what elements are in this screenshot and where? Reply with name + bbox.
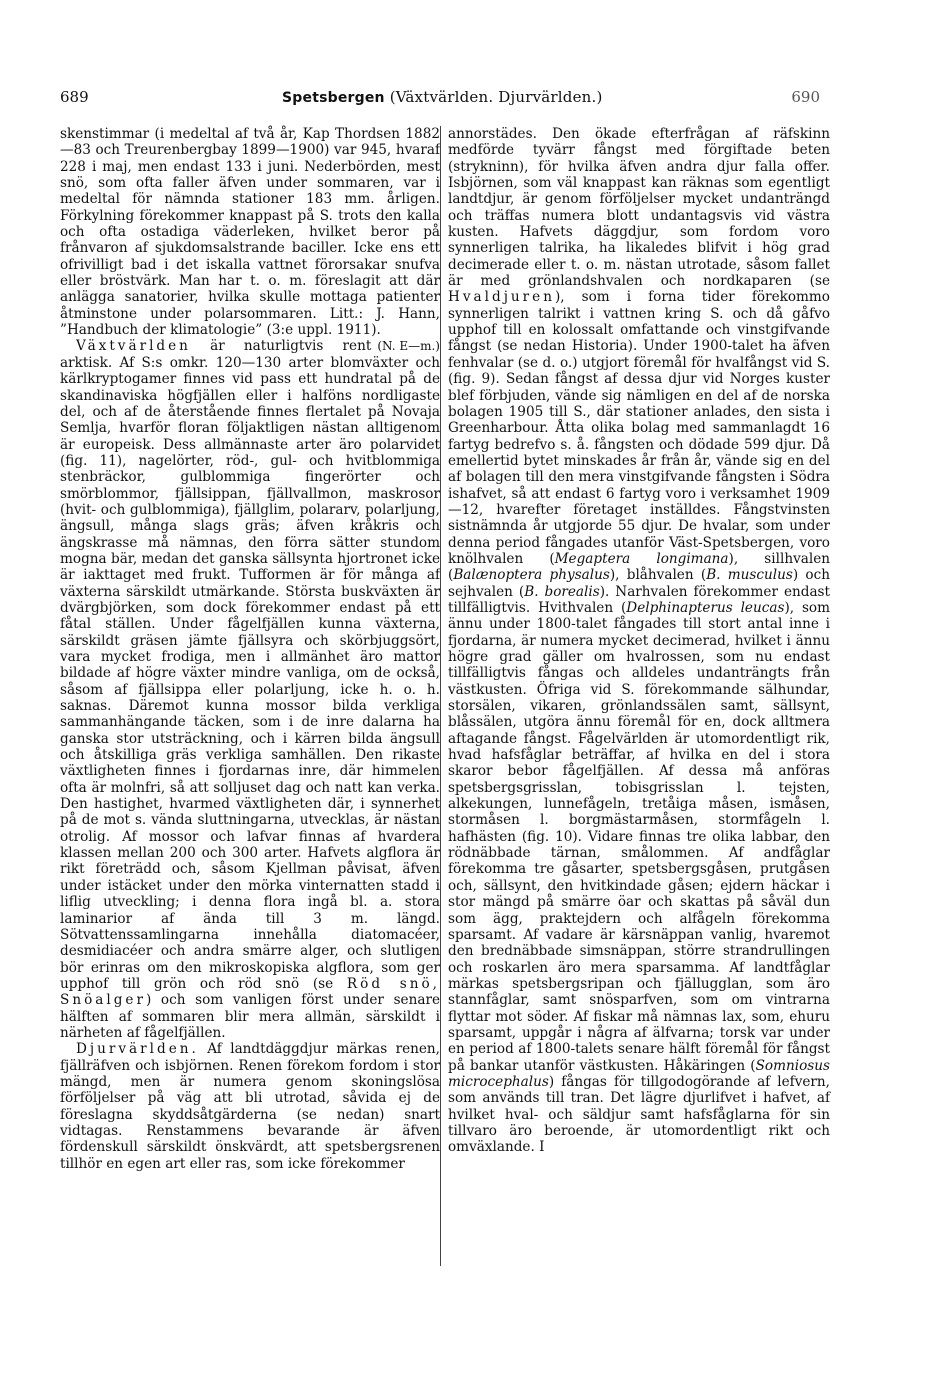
flora-text-end: ) och som vanligen först under senare hälften af sommaren blir mera allmän, särskildt i närheten af fågelfjällen. <box>60 992 440 1041</box>
author-signature: (N. E—m.) <box>377 339 440 354</box>
fauna-cont-text-2: ), som i forna tider förekommo synnerligen talrikt i vattnen kring S. och då gåfvo upphof till en kolossalt omfattande och vinstgifvande fångst (se nedan Historia). Under 1900-talet ha äfven fenhvalar (se d. o.) utgjort föremål för hvalfångst vid S. (fig. 9). Sedan fångst af dessa djur vid Norges kuster blef förbjuden, vände sig nämligen en del af de norska bolagen 1905 till S., där stationer anlades, den sista i Greenharbour. Åtta olika bolag med sammanlagdt 16 fartyg bedrefvo s. å. fångsten och dödade 599 djur. Då emellertid bytet minskades år från år, vände sig en del af bolagen till den mera vinstgifvande fångsten i Södra ishafvet, så att endast 6 fartyg voro i verksamhet 1909—12, hvarefter företaget inställdes. Fångstvinsten sistnämnda år utgjorde 55 djur. De hvalar, som under denna period fångades utanför Väst-Spetsbergen, voro knölhvalen ( <box>448 289 830 567</box>
page-number-left: 689 <box>60 88 89 106</box>
species-name: Megaptera longimana <box>554 550 729 567</box>
flora-text: är naturligtvis rent arktisk. Af S:s omkr. 120—130 arter blomväxter och kärlkryptogamer finnes vid pass ett hundratal på de skandinaviska högfjällen eller i halföns nordligaste del, och af de återstående finnes flertalet på Novaja Semlja, hvarför floran följaktligen nästan alltigenom är europeisk. Dess allmännaste arter äro polarvidet (fig. 11), nagelörter, röd-, gul- och hvitblommiga stenbräckor, gulblommiga fingerörter och smörblommor, fjällsippan, fjällvallmon, maskrosor (hvit- och gulblommiga), fjällglim, polararv, polarljung, ängsull, många slags gräs; äfven kråkris och ängskrasse må nämnas, den förra sätter stundom mogna bär, medan det ganska sällsynta hjortronet icke är iakttaget med frukt. Tufformen är för många af växterna särskildt utmärkande. Största buskväxten är dvärgbjörken, som dock förekommer endast på ett fåtal ställen. Under fågelfjällen kunna växterna, särskildt gräsen jämte fjällsyra och skörbjuggsört, vara mycket frodiga, men i allmänhet äro mattor bildade af högre växter mindre vanliga, om de också, såsom af fjällsippa eller polarljung, icke h. o. h. saknas. Däremot kunna mossor bilda verkliga sammanhängande täcken, som i de inre dalarna ha ganska stor utsträckning, och i kärren bilda ängsull och åtskilliga gräs verkliga samhällen. Den rikaste växtligheten finnes i fjordarnas inre, där himmelen ofta är molnfri, så att solljuset dag och natt kan verka. Den hastighet, hvarmed växtligheten där, i synnerhet på de mot s. vända sluttningarna, utvecklas, är nästan otrolig. Af mossor och lafvar finnas af hvardera klassen mellan 200 och 300 arter. Hafvets algflora är rikt företrädd och, såsom Kjellman påvisat, äfven under istäcket under den mörka vinternatten stadd i liflig utveckling; i denna flora ingå bl. a. stora laminarior af ända till 3 m. längd. Sötvattenssamlingarna innehålla diatomacéer, desmidiacéer och andra smärre alger, och slutligen bör erinras om den mikroskopiska algflora, som ger upphof till grön och röd snö (se <box>60 338 440 992</box>
page-header <box>0 88 928 110</box>
left-column <box>60 126 440 1172</box>
running-title-sub: (Växtvärlden. Djurvärlden.) <box>389 88 603 106</box>
running-title <box>282 88 603 106</box>
page-number-right: 690 <box>791 88 820 106</box>
climate-text: skenstimmar (i medeltal af två år, Kap Thordsen 1882—83 och Treurenbergbay 1899—1900) var 945, hvaraf 228 i maj, men endast 133 i juni. Nederbörden, mest snö, som ofta faller äfven under sommaren, var i medeltal för nämnda stationer 183 mm. årligen. Förkylning förekommer knappast på S. trots den kalla och ofta ostadiga väderleken, hvilket beror på frånvaron af sjukdomsalstrande baciller. Icke ens ett ofrivilligt bad i det iskalla vattnet förorsakar snufva eller bröstvärk. Man har t. o. m. föreslagit att där anlägga sanatorier, hvilka skulle mottaga patienter åtminstone under polarsommaren. Litt.: J. Hann, ”Handbuch der klimatologie” (3:e uppl. 1911). <box>60 126 440 339</box>
section-heading-flora: Växtvärlden <box>76 338 191 355</box>
paragraph-flora <box>60 338 440 1041</box>
cross-reference-whales: Hvaldjuren <box>448 289 555 306</box>
fauna-cont-text-5: ) och sejhvalen ( <box>448 567 830 600</box>
species-name: Balænoptera physalus <box>453 567 610 584</box>
column-divider <box>440 126 441 1266</box>
running-title-main: Spetsbergen <box>282 90 385 106</box>
species-name: Somniosus microcephalus <box>448 1057 830 1090</box>
right-column <box>448 126 830 1156</box>
species-name: Delphinapterus leucas <box>626 599 785 616</box>
fauna-cont-text-8: ) fångas för tillgodogörande af lefvern, som används till tran. Det lägre djurlifvet i hafvet, af hvilket hval- och säldjur samt hafsfåglarna för sin tillvaro äro beroende, är utomordentligt rikt och omväxlande. I <box>448 1073 830 1156</box>
fauna-cont-text-7: ), som ännu under 1800-talet fångades till stort antal inne i fjordarna, är numera mycket decimerad, hvilket i ännu högre grad gäller om hvalrossen, som nu endast tillfälligtvis fångas och alldeles undanträngts från västkusten. Öfriga vid S. förekommande sälhundar, storsälen, vikaren, grönlandssälen samt, sällsynt, blåssälen, utgöra ännu föremål för en, dock alltmera aftagande fångst. Fågelvärlden är utomordentligt rik, hvad hafsfåglar beträffar, af hvilka en del i stora skaror bebor fågelfjällen. Af dessa må anföras spetsbergsgrisslan, tobisgrisslan l. tejsten, alkekungen, lunnefågeln, tretåiga måsen, ismåsen, stormåsen l. borgmästarmåsen, stormfågeln l. hafhästen (fig. 10). Vidare finnas tre olika labbar, den rödnäbbade tärnan, smålommen. Af andfåglar förekomma tre gåsarter, spetsbergsgåsen, prutgåsen och, sällsynt, den hvitkindade gåsen; ejdern häckar i stor mängd på smärre öar och skattas på såväl dun som ägg, praktejdern och alfågeln förekomma sparsamt. Af vadare är kärsnäppan vanlig, hvaremot den brednäbbade simsnäppan, större strandrullingen och roskarlen äro mera sparsamma. Af landtfåglar märkas spetsbergsripan och fjällugglan, som äro stannfåglar, samt snösparfven, som om vintrarna flyttar mot söder. Af fiskar må nämnas lax, som, ehuru sparsamt, uppgår i några af älfvarna; torsk var under en period af 1800-talets senare hälft föremål för fångst på bankar utanför västkusten. Håkäringen ( <box>448 599 831 1074</box>
paragraph-fauna-cont <box>448 126 830 1156</box>
paragraph-fauna <box>60 1041 440 1172</box>
fauna-cont-text-4: ), blåhvalen ( <box>609 567 707 584</box>
fauna-text: Af landtdäggdjur märkas renen, fjällräfven och isbjörnen. Renen förekom fordom i stor mängd, men är numera genom skoningslösa förföljelser på väg att bli utrotad, såvida ej de föreslagna skyddsåtgärderna (se nedan) snart vidtagas. Renstammens bevarande är äfven fördenskull särskildt önskvärdt, att spetsbergsrenen tillhör en egen art eller ras, som icke förekommer <box>60 1041 440 1172</box>
species-name: B. borealis <box>524 583 600 600</box>
species-name: B. musculus <box>706 567 793 584</box>
fauna-cont-text-6: ). Narhvalen förekommer endast tillfälligtvis. Hvithvalen ( <box>448 583 830 616</box>
fauna-cont-text-3: ), sillhvalen ( <box>448 550 830 584</box>
cross-reference-snow: Röd snö, Snöalger <box>60 975 440 1009</box>
fauna-cont-text: annorstädes. Den ökade efterfrågan af räfskinn medförde tyvärr fångst med förgiftade beten (strykninn), för hvilka äfven andra djur falla offer. Isbjörnen, som väl knappast kan räknas som egentligt landtdjur, är genom förföljelser mycket undanträngd och träffas numera blott undantagsvis vid västra kusten. Hafvets däggdjur, som fordom voro synnerligen talrika, ha likaledes blifvit i hög grad decimerade eller t. o. m. nästan utrotade, såsom fallet är med grönlandshvalen och nordkaparen (se <box>448 126 830 290</box>
section-heading-fauna: Djurvärlden. <box>76 1041 199 1058</box>
